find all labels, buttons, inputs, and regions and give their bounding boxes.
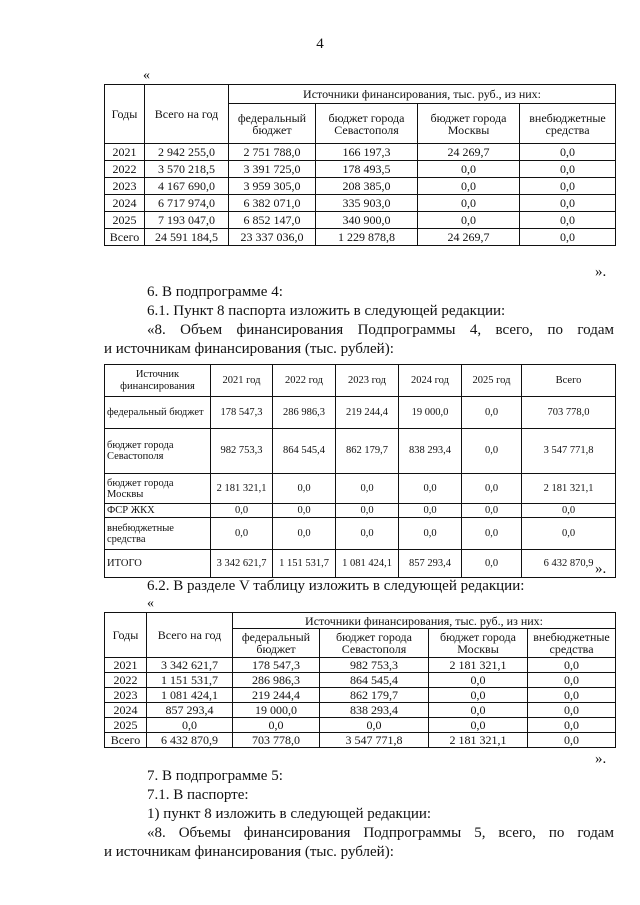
cell: 2 751 788,0 bbox=[229, 144, 316, 161]
table-row bbox=[105, 504, 616, 518]
cell: 0,0 bbox=[520, 144, 616, 161]
table-row bbox=[105, 688, 616, 703]
cell: 178 547,3 bbox=[233, 658, 320, 673]
cell: 2 181 321,1 bbox=[211, 474, 273, 504]
section-heading: 6. В подпрограмме 4: bbox=[147, 284, 283, 300]
cell: 3 547 771,8 bbox=[522, 429, 616, 474]
cell: 1 081 424,1 bbox=[147, 688, 233, 703]
table-row bbox=[105, 658, 616, 673]
source-federal: федеральный бюджет bbox=[233, 629, 320, 658]
financing-table-3 bbox=[104, 612, 616, 748]
sources-header: Источники финансирования, тыс. руб., из них: bbox=[233, 613, 616, 629]
cell: 0,0 bbox=[399, 518, 462, 550]
cell: 857 293,4 bbox=[399, 550, 462, 578]
table-row bbox=[105, 733, 616, 748]
financing-table-1 bbox=[104, 84, 616, 246]
cell: 7 193 047,0 bbox=[145, 212, 229, 229]
cell: 2 181 321,1 bbox=[429, 733, 528, 748]
cell: 0,0 bbox=[418, 178, 520, 195]
total-header: Всего на год bbox=[147, 613, 233, 658]
cell: 1 151 531,7 bbox=[147, 673, 233, 688]
cell: 862 179,7 bbox=[320, 688, 429, 703]
cell: 286 986,3 bbox=[233, 673, 320, 688]
cell: 3 570 218,5 bbox=[145, 161, 229, 178]
cell: 2 181 321,1 bbox=[429, 658, 528, 673]
cell: Всего bbox=[105, 733, 147, 748]
table-row bbox=[105, 474, 616, 504]
page-number: 4 bbox=[316, 36, 324, 52]
cell: 2021 bbox=[105, 144, 145, 161]
cell: 3 342 621,7 bbox=[147, 658, 233, 673]
cell: 2022 bbox=[105, 673, 147, 688]
cell: 0,0 bbox=[399, 474, 462, 504]
paragraph: и источникам финансирования (тыс. рублей): bbox=[104, 844, 394, 860]
cell: 1 081 424,1 bbox=[336, 550, 399, 578]
paragraph: 6.2. В разделе V таблицу изложить в следующей редакции: bbox=[147, 578, 525, 594]
cell: 19 000,0 bbox=[399, 397, 462, 429]
cell: 3 547 771,8 bbox=[320, 733, 429, 748]
cell: 0,0 bbox=[273, 504, 336, 518]
table-row bbox=[105, 195, 616, 212]
cell: 24 269,7 bbox=[418, 144, 520, 161]
cell: 3 959 305,0 bbox=[229, 178, 316, 195]
cell: 2022 bbox=[105, 161, 145, 178]
cell: 178 493,5 bbox=[316, 161, 418, 178]
cell: 219 244,4 bbox=[233, 688, 320, 703]
cell: 6 382 071,0 bbox=[229, 195, 316, 212]
cell: 838 293,4 bbox=[320, 703, 429, 718]
cell: 857 293,4 bbox=[147, 703, 233, 718]
table-row bbox=[105, 144, 616, 161]
cell: Всего bbox=[105, 229, 145, 246]
cell: 0,0 bbox=[522, 518, 616, 550]
header-cell: Источник финансирования bbox=[105, 365, 211, 397]
row-label: бюджет города Москвы bbox=[105, 474, 211, 504]
table-row bbox=[105, 161, 616, 178]
cell: 0,0 bbox=[233, 718, 320, 733]
cell: 3 342 621,7 bbox=[211, 550, 273, 578]
table-row bbox=[105, 212, 616, 229]
cell: 0,0 bbox=[462, 504, 522, 518]
close-quote: ». bbox=[595, 751, 607, 767]
cell: 4 167 690,0 bbox=[145, 178, 229, 195]
source-federal: федеральный бюджет bbox=[229, 104, 316, 144]
cell: 0,0 bbox=[211, 518, 273, 550]
cell: 0,0 bbox=[520, 212, 616, 229]
source-extrabudget: внебюджетные средства bbox=[528, 629, 616, 658]
cell: 2 181 321,1 bbox=[522, 474, 616, 504]
close-quote: ». bbox=[595, 561, 607, 577]
cell: 0,0 bbox=[462, 550, 522, 578]
cell: 2024 bbox=[105, 195, 145, 212]
cell: 24 591 184,5 bbox=[145, 229, 229, 246]
years-header: Годы bbox=[105, 85, 145, 144]
table-row bbox=[105, 429, 616, 474]
cell: 0,0 bbox=[273, 474, 336, 504]
cell: 0,0 bbox=[429, 688, 528, 703]
cell: 0,0 bbox=[462, 397, 522, 429]
cell: 862 179,7 bbox=[336, 429, 399, 474]
cell: 0,0 bbox=[522, 504, 616, 518]
cell: 0,0 bbox=[462, 429, 522, 474]
cell: 2025 bbox=[105, 212, 145, 229]
cell: 24 269,7 bbox=[418, 229, 520, 246]
cell: 0,0 bbox=[320, 718, 429, 733]
cell: 208 385,0 bbox=[316, 178, 418, 195]
paragraph: «8. Объемы финансирования Подпрограммы 5, всего, по годам bbox=[147, 825, 614, 841]
cell: 0,0 bbox=[147, 718, 233, 733]
row-label: ФСР ЖКХ bbox=[105, 504, 211, 518]
source-moscow: бюджет города Москвы bbox=[418, 104, 520, 144]
cell: 1 151 531,7 bbox=[273, 550, 336, 578]
cell: 2025 bbox=[105, 718, 147, 733]
cell: 838 293,4 bbox=[399, 429, 462, 474]
cell: 0,0 bbox=[520, 161, 616, 178]
cell: 6 852 147,0 bbox=[229, 212, 316, 229]
source-moscow: бюджет города Москвы bbox=[429, 629, 528, 658]
cell: 0,0 bbox=[528, 718, 616, 733]
sources-header: Источники финансирования, тыс. руб., из них: bbox=[229, 85, 616, 104]
years-header: Годы bbox=[105, 613, 147, 658]
cell: 0,0 bbox=[418, 195, 520, 212]
cell: 6 432 870,9 bbox=[147, 733, 233, 748]
cell: 0,0 bbox=[528, 703, 616, 718]
cell: 864 545,4 bbox=[320, 673, 429, 688]
total-header: Всего на год bbox=[145, 85, 229, 144]
cell: 0,0 bbox=[520, 195, 616, 212]
cell: 0,0 bbox=[399, 504, 462, 518]
cell: 6 717 974,0 bbox=[145, 195, 229, 212]
cell: 19 000,0 bbox=[233, 703, 320, 718]
cell: 0,0 bbox=[418, 212, 520, 229]
cell: 0,0 bbox=[211, 504, 273, 518]
cell: 0,0 bbox=[429, 673, 528, 688]
header-cell: 2021 год bbox=[211, 365, 273, 397]
cell: 2023 bbox=[105, 688, 147, 703]
close-quote: ». bbox=[595, 264, 607, 280]
cell: 864 545,4 bbox=[273, 429, 336, 474]
table-row bbox=[105, 178, 616, 195]
header-cell: 2025 год bbox=[462, 365, 522, 397]
paragraph: 1) пункт 8 изложить в следующей редакции: bbox=[147, 806, 432, 822]
cell: 0,0 bbox=[429, 718, 528, 733]
cell: 23 337 036,0 bbox=[229, 229, 316, 246]
cell: 2024 bbox=[105, 703, 147, 718]
cell: 0,0 bbox=[336, 474, 399, 504]
cell: 0,0 bbox=[462, 474, 522, 504]
cell: 982 753,3 bbox=[211, 429, 273, 474]
table-row bbox=[105, 518, 616, 550]
cell: 178 547,3 bbox=[211, 397, 273, 429]
cell: 340 900,0 bbox=[316, 212, 418, 229]
paragraph: 6.1. Пункт 8 паспорта изложить в следующей редакции: bbox=[147, 303, 506, 319]
cell: 982 753,3 bbox=[320, 658, 429, 673]
cell: 6 432 870,9 bbox=[522, 550, 616, 578]
table-row bbox=[105, 550, 616, 578]
cell: 703 778,0 bbox=[233, 733, 320, 748]
paragraph: и источникам финансирования (тыс. рублей): bbox=[104, 341, 394, 357]
cell: 0,0 bbox=[528, 658, 616, 673]
section-heading: 7. В подпрограмме 5: bbox=[147, 768, 283, 784]
table-row bbox=[105, 673, 616, 688]
row-label: федеральный бюджет bbox=[105, 397, 211, 429]
cell: 286 986,3 bbox=[273, 397, 336, 429]
paragraph: «8. Объем финансирования Подпрограммы 4, всего, по годам bbox=[147, 322, 614, 338]
cell: 0,0 bbox=[528, 673, 616, 688]
cell: 0,0 bbox=[462, 518, 522, 550]
cell: 0,0 bbox=[336, 504, 399, 518]
source-sevastopol: бюджет города Севастополя bbox=[316, 104, 418, 144]
cell: 0,0 bbox=[418, 161, 520, 178]
source-extrabudget: внебюджетные средства bbox=[520, 104, 616, 144]
cell: 1 229 878,8 bbox=[316, 229, 418, 246]
cell: 703 778,0 bbox=[522, 397, 616, 429]
row-label: ИТОГО bbox=[105, 550, 211, 578]
cell: 3 391 725,0 bbox=[229, 161, 316, 178]
financing-table-2 bbox=[104, 364, 616, 578]
cell: 2 942 255,0 bbox=[145, 144, 229, 161]
row-label: внебюджетные средства bbox=[105, 518, 211, 550]
cell: 219 244,4 bbox=[336, 397, 399, 429]
header-cell: 2023 год bbox=[336, 365, 399, 397]
open-quote: « bbox=[143, 68, 150, 83]
open-quote: « bbox=[147, 596, 154, 611]
cell: 0,0 bbox=[336, 518, 399, 550]
table-row bbox=[105, 229, 616, 246]
header-cell: Всего bbox=[522, 365, 616, 397]
header-cell: 2022 год bbox=[273, 365, 336, 397]
row-label: бюджет города Севастополя bbox=[105, 429, 211, 474]
cell: 0,0 bbox=[520, 229, 616, 246]
cell: 0,0 bbox=[273, 518, 336, 550]
cell: 0,0 bbox=[528, 688, 616, 703]
table-row bbox=[105, 397, 616, 429]
header-cell: 2024 год bbox=[399, 365, 462, 397]
cell: 2021 bbox=[105, 658, 147, 673]
cell: 0,0 bbox=[528, 733, 616, 748]
table-row bbox=[105, 703, 616, 718]
cell: 0,0 bbox=[429, 703, 528, 718]
paragraph: 7.1. В паспорте: bbox=[147, 787, 249, 803]
cell: 166 197,3 bbox=[316, 144, 418, 161]
table-row bbox=[105, 718, 616, 733]
source-sevastopol: бюджет города Севастополя bbox=[320, 629, 429, 658]
cell: 335 903,0 bbox=[316, 195, 418, 212]
cell: 0,0 bbox=[520, 178, 616, 195]
cell: 2023 bbox=[105, 178, 145, 195]
